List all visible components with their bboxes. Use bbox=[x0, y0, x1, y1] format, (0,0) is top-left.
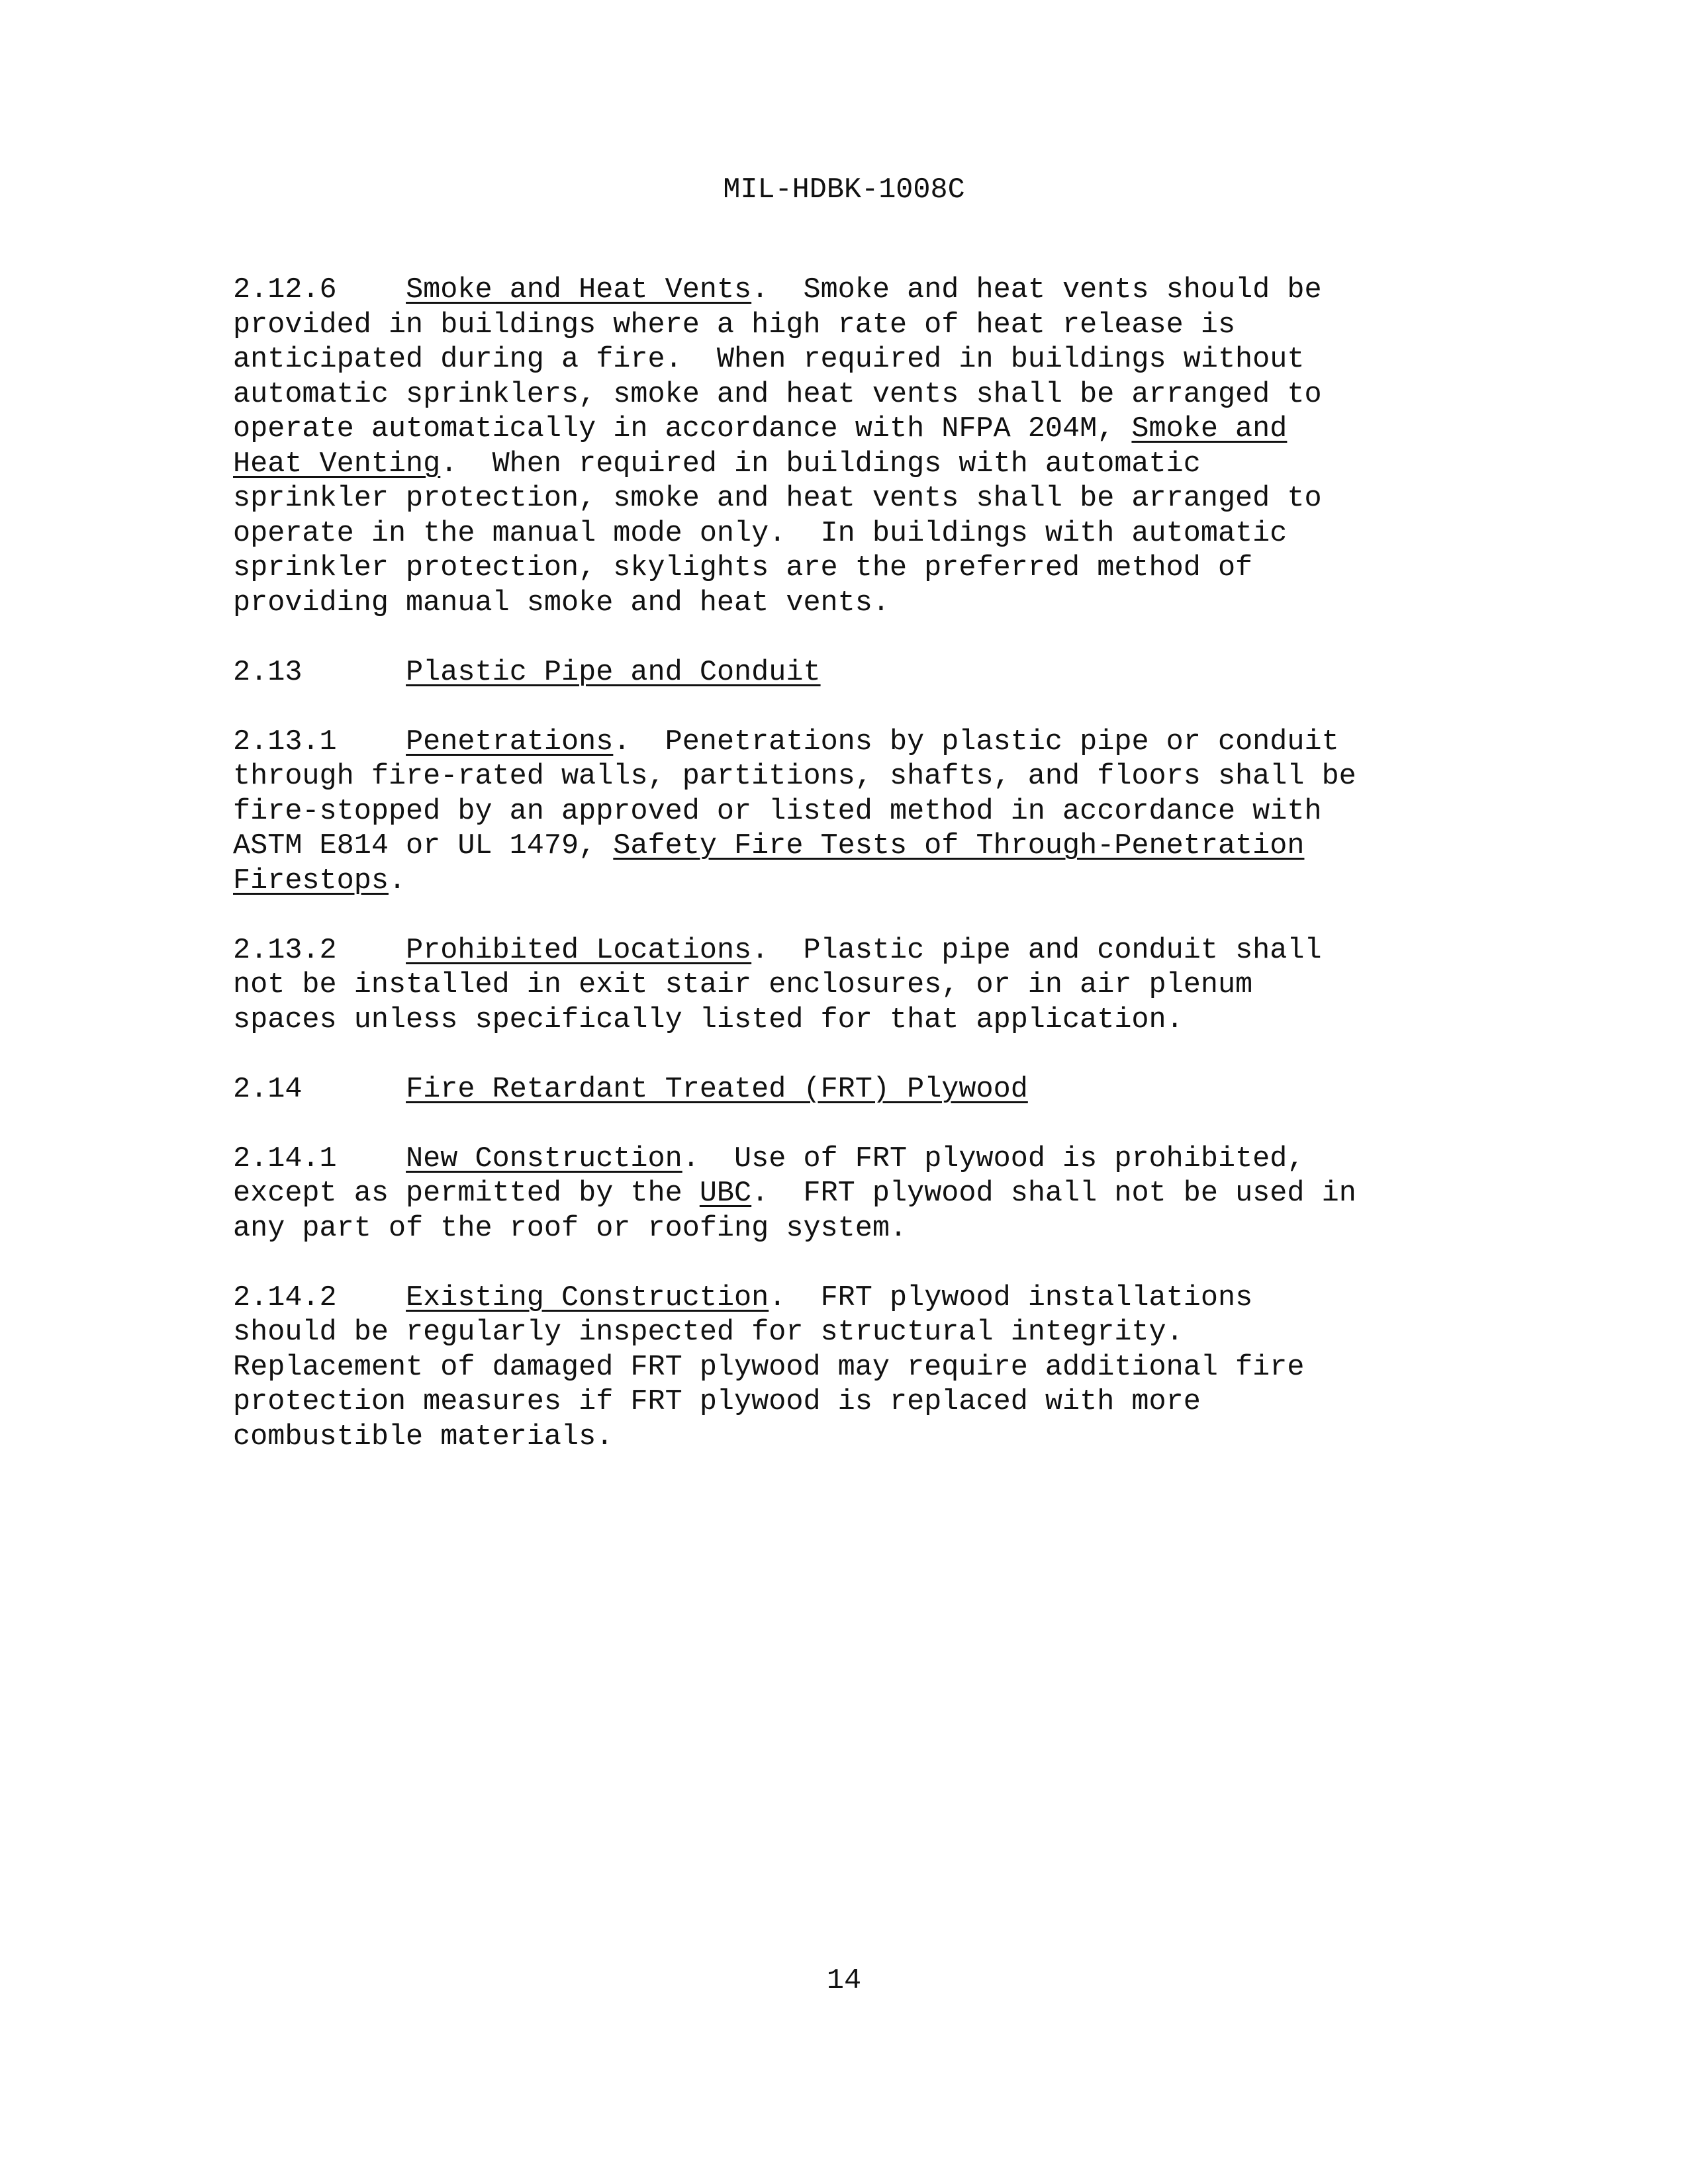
heading-2-13 bbox=[233, 656, 1557, 691]
section-title: Existing Construction bbox=[406, 1281, 769, 1314]
section-title: New Construction bbox=[406, 1142, 682, 1175]
text-line: automatic sprinklers, smoke and heat vents shall be arranged to bbox=[233, 378, 1322, 411]
paragraph-2-13-1 bbox=[233, 725, 1557, 899]
text-line: any part of the roof or roofing system. bbox=[233, 1212, 908, 1245]
text-line: combustible materials. bbox=[233, 1420, 614, 1453]
text-line: fire-stopped by an approved or listed method in accordance with bbox=[233, 795, 1322, 828]
text-line: except as permitted by the bbox=[233, 1177, 700, 1210]
text-line: . FRT plywood installations bbox=[769, 1281, 1253, 1314]
reference-title: Firestops bbox=[233, 864, 389, 897]
section-number: 2.14.2 bbox=[233, 1281, 337, 1314]
section-title: Prohibited Locations bbox=[406, 934, 752, 967]
paragraph-2-14-2 bbox=[233, 1281, 1557, 1455]
document-body bbox=[233, 273, 1557, 1490]
document-id-header: MIL-HDBK-1008C bbox=[723, 174, 965, 206]
text-line: . Use of FRT plywood is prohibited, bbox=[682, 1142, 1305, 1175]
text-line: should be regularly inspected for structural integrity. bbox=[233, 1316, 1184, 1349]
reference-title: Smoke and bbox=[1131, 413, 1288, 445]
text-line: . Penetrations by plastic pipe or conduit bbox=[613, 725, 1339, 758]
text-line: Replacement of damaged FRT plywood may require additional fire bbox=[233, 1351, 1305, 1384]
text-line: not be installed in exit stair enclosures, or in air plenum bbox=[233, 969, 1253, 1001]
text-line: operate automatically in accordance with NFPA 204M, bbox=[233, 413, 1132, 445]
text-line: providing manual smoke and heat vents. bbox=[233, 586, 890, 619]
section-title: Penetrations bbox=[406, 725, 614, 758]
text-line: through fire-rated walls, partitions, shafts, and floors shall be bbox=[233, 760, 1356, 793]
text-line: . FRT plywood shall not be used in bbox=[751, 1177, 1356, 1210]
section-number: 2.13.2 bbox=[233, 934, 337, 967]
paragraph-2-14-1 bbox=[233, 1142, 1557, 1247]
section-number: 2.13 bbox=[233, 656, 303, 689]
text-line: ASTM E814 or UL 1479, bbox=[233, 830, 614, 862]
text-line: anticipated during a fire. When required in buildings without bbox=[233, 343, 1305, 376]
reference-title: UBC bbox=[699, 1177, 752, 1210]
text-line: operate in the manual mode only. In buildings with automatic bbox=[233, 517, 1288, 550]
reference-title: Heat Venting bbox=[233, 447, 441, 480]
section-number: 2.12.6 bbox=[233, 274, 337, 306]
text-line: protection measures if FRT plywood is replaced with more bbox=[233, 1386, 1201, 1418]
text-line: sprinkler protection, skylights are the preferred method of bbox=[233, 552, 1253, 584]
section-title: Smoke and Heat Vents bbox=[406, 274, 752, 306]
page-number: 14 bbox=[826, 1965, 862, 1997]
paragraph-2-12-6 bbox=[233, 273, 1557, 621]
section-number: 2.14.1 bbox=[233, 1142, 337, 1175]
text-line: sprinkler protection, smoke and heat vents shall be arranged to bbox=[233, 482, 1322, 515]
paragraph-2-13-2 bbox=[233, 934, 1557, 1038]
text-line: . Smoke and heat vents should be bbox=[751, 274, 1322, 306]
text-line: provided in buildings where a high rate of heat release is bbox=[233, 308, 1236, 341]
text-line: . Plastic pipe and conduit shall bbox=[751, 934, 1322, 967]
section-title: Plastic Pipe and Conduit bbox=[406, 656, 821, 689]
text-line: . bbox=[388, 864, 406, 897]
section-number: 2.13.1 bbox=[233, 725, 337, 758]
reference-title: Safety Fire Tests of Through-Penetration bbox=[613, 830, 1305, 862]
text-line: spaces unless specifically listed for that application. bbox=[233, 1003, 1184, 1036]
heading-2-14 bbox=[233, 1073, 1557, 1108]
section-title: Fire Retardant Treated (FRT) Plywood bbox=[406, 1073, 1028, 1106]
text-line: . When required in buildings with automatic bbox=[440, 447, 1201, 480]
section-number: 2.14 bbox=[233, 1073, 303, 1106]
